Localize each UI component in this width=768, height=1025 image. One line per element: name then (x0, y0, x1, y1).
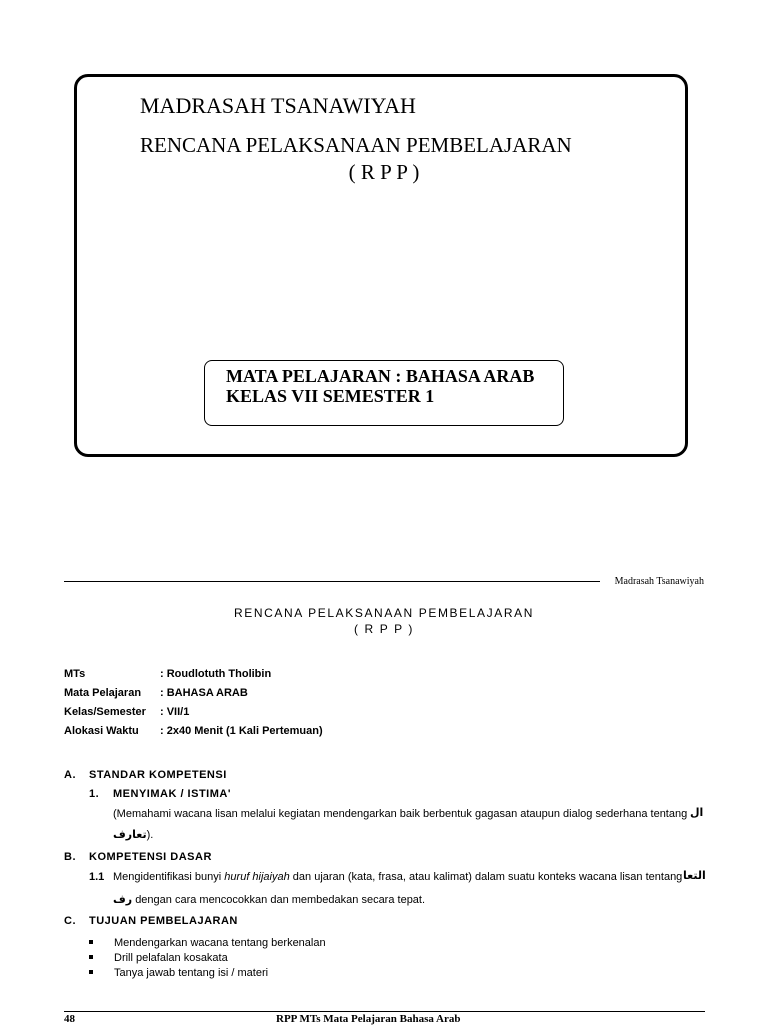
info-label: Mata Pelajaran (64, 687, 142, 699)
info-value: : 2x40 Menit (1 Kali Pertemuan) (160, 725, 323, 737)
bullet-icon (89, 955, 93, 959)
info-label: Alokasi Waktu (64, 725, 139, 737)
cover-title: RENCANA PELAKSANAAN PEMBELAJARAN (140, 133, 572, 157)
bullet-icon (89, 970, 93, 974)
description-text: (Memahami wacana lisan melalui kegiatan mendengarkan baik berbentuk gagasan ataupun dialog sederhana tentang (113, 808, 688, 820)
arabic-text: رف (113, 893, 133, 906)
item-number: 1. (89, 788, 100, 800)
header-label: Madrasah Tsanawiyah (614, 576, 704, 587)
info-label: MTs (64, 668, 86, 680)
text-italic: huruf hijaiyah (224, 871, 290, 883)
document-title: RENCANA PELAKSANAAN PEMBELAJARAN (234, 606, 534, 620)
info-value: : Roudlotuth Tholibin (160, 668, 272, 680)
cover-rpp-label: ( R P P ) (348, 160, 420, 184)
course-class: KELAS VII SEMESTER 1 (226, 386, 435, 406)
header-rule (64, 581, 600, 582)
section-letter: B. (64, 851, 76, 863)
section-a-description-end (113, 828, 153, 841)
course-subject: MATA PELAJARAN : BAHASA ARAB (226, 366, 535, 386)
description-end: ). (146, 829, 154, 841)
text-pre: Mengidentifikasi bunyi (113, 871, 222, 883)
info-value: : VII/1 (160, 706, 190, 718)
info-label: Kelas/Semester (64, 706, 146, 718)
document-rpp-label: ( R P P ) (354, 622, 414, 636)
text-line2: dengan cara mencocokkan dan membedakan secara tepat. (135, 894, 426, 906)
cover-school-name: MADRASAH TSANAWIYAH (140, 93, 416, 118)
section-title: KOMPETENSI DASAR (89, 851, 212, 863)
arabic-text: ال (690, 806, 704, 819)
section-a-description (113, 808, 687, 820)
arabic-text: تعارف (113, 828, 147, 841)
footer-rule (64, 1011, 705, 1012)
item-title: MENYIMAK / ISTIMA' (113, 788, 231, 800)
list-item-text: Tanya jawab tentang isi / materi (114, 967, 269, 979)
info-value: : BAHASA ARAB (160, 687, 248, 699)
item-number: 1.1 (89, 871, 105, 883)
list-item-text: Drill pelafalan kosakata (114, 952, 228, 964)
arabic-text: التعا (683, 869, 706, 882)
footer-title: RPP MTs Mata Pelajaran Bahasa Arab (276, 1013, 461, 1025)
section-b-text-line2 (113, 893, 425, 906)
section-title: TUJUAN PEMBELAJARAN (89, 915, 238, 927)
bullet-icon (89, 940, 93, 944)
section-letter: A. (64, 769, 76, 781)
text-post: dan ujaran (kata, frasa, atau kalimat) dalam suatu konteks wacana lisan tentang (292, 871, 683, 883)
list-item-text: Mendengarkan wacana tentang berkenalan (114, 937, 326, 949)
section-letter: C. (64, 915, 76, 927)
section-title: STANDAR KOMPETENSI (89, 769, 227, 781)
page-number: 48 (64, 1013, 75, 1025)
section-b-text (113, 871, 682, 883)
